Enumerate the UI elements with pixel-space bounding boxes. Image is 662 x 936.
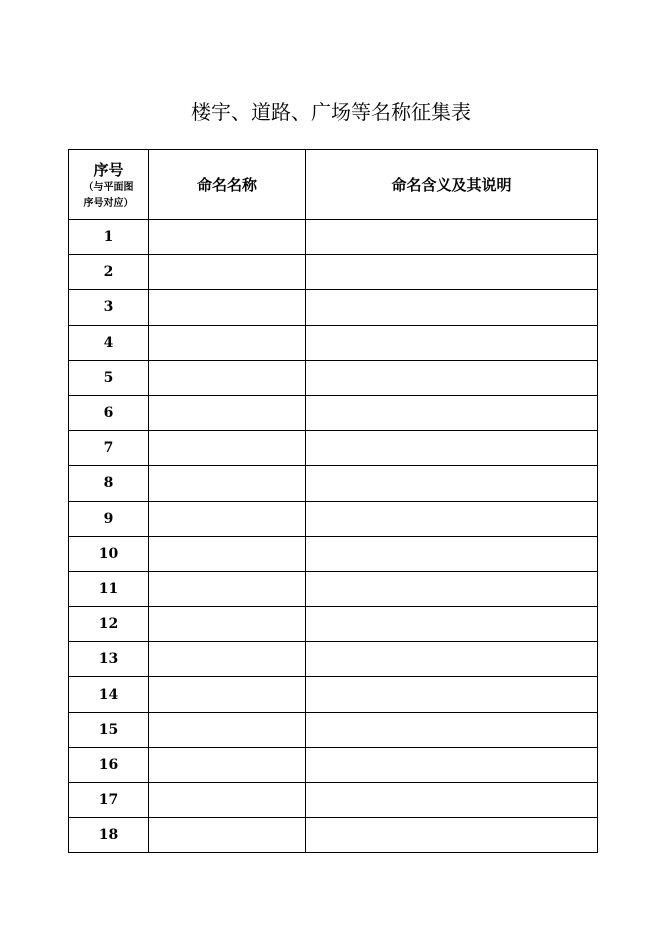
row-meaning-cell[interactable] [306,290,598,325]
row-seq-cell: 2 [69,255,149,290]
row-meaning-cell[interactable] [306,360,598,395]
table-row [69,325,598,360]
row-meaning-cell[interactable] [306,220,598,255]
row-name-cell[interactable] [149,431,306,466]
row-meaning-cell[interactable] [306,325,598,360]
row-meaning-cell[interactable] [306,642,598,677]
table-row [69,536,598,571]
row-meaning-cell[interactable] [306,395,598,430]
row-name-cell[interactable] [149,325,306,360]
row-seq-cell: 1 [69,220,149,255]
row-name-cell[interactable] [149,712,306,747]
row-meaning-cell[interactable] [306,536,598,571]
row-seq-cell: 16 [69,747,149,782]
header-name-label: 命名名称 [196,175,257,194]
row-name-cell[interactable] [149,501,306,536]
row-name-cell[interactable] [149,677,306,712]
row-name-cell[interactable] [149,255,306,290]
row-meaning-cell[interactable] [306,607,598,642]
row-meaning-cell[interactable] [306,255,598,290]
table-row [69,466,598,501]
row-name-cell[interactable] [149,360,306,395]
row-seq-cell: 8 [69,466,149,501]
header-seq-note-line2: 序号对应） [83,197,134,209]
row-meaning-cell[interactable] [306,571,598,606]
row-seq-cell: 3 [69,290,149,325]
table-row [69,501,598,536]
row-seq-cell: 14 [69,677,149,712]
table-row [69,360,598,395]
row-name-cell[interactable] [149,818,306,853]
header-seq-note-line1: （与平面图 [83,181,134,193]
row-name-cell[interactable] [149,536,306,571]
row-meaning-cell[interactable] [306,712,598,747]
table-row [69,255,598,290]
row-seq-cell: 5 [69,360,149,395]
row-name-cell[interactable] [149,290,306,325]
row-seq-cell: 17 [69,783,149,818]
row-meaning-cell[interactable] [306,783,598,818]
row-seq-cell: 9 [69,501,149,536]
row-seq-cell: 15 [69,712,149,747]
row-name-cell[interactable] [149,571,306,606]
row-meaning-cell[interactable] [306,501,598,536]
table-row [69,431,598,466]
header-row [69,150,598,220]
row-seq-cell: 10 [69,536,149,571]
row-meaning-cell[interactable] [306,747,598,782]
row-name-cell[interactable] [149,783,306,818]
table-body [69,220,598,853]
row-name-cell[interactable] [149,395,306,430]
table-row [69,818,598,853]
row-name-cell[interactable] [149,607,306,642]
row-name-cell[interactable] [149,220,306,255]
row-name-cell[interactable] [149,747,306,782]
row-meaning-cell[interactable] [306,677,598,712]
table-row [69,642,598,677]
table-row [69,290,598,325]
row-seq-cell: 7 [69,431,149,466]
row-meaning-cell[interactable] [306,431,598,466]
row-meaning-cell[interactable] [306,818,598,853]
table-row [69,220,598,255]
table-row [69,712,598,747]
row-seq-cell: 12 [69,607,149,642]
row-name-cell[interactable] [149,642,306,677]
header-meaning-label: 命名含义及其说明 [391,175,512,194]
header-seq [69,150,149,220]
table-header [69,150,598,220]
table-row [69,677,598,712]
row-seq-cell: 4 [69,325,149,360]
table-row [69,395,598,430]
row-meaning-cell[interactable] [306,466,598,501]
table-row [69,783,598,818]
table-row [69,747,598,782]
page-title: 楼宇、道路、广场等名称征集表 [191,100,471,125]
table-row [69,607,598,642]
header-seq-label: 序号 [93,160,124,179]
row-name-cell[interactable] [149,466,306,501]
table-row [69,571,598,606]
naming-collection-table [68,149,598,853]
row-seq-cell: 11 [69,571,149,606]
row-seq-cell: 13 [69,642,149,677]
row-seq-cell: 18 [69,818,149,853]
header-meaning [306,150,598,220]
header-name [149,150,306,220]
row-seq-cell: 6 [69,395,149,430]
